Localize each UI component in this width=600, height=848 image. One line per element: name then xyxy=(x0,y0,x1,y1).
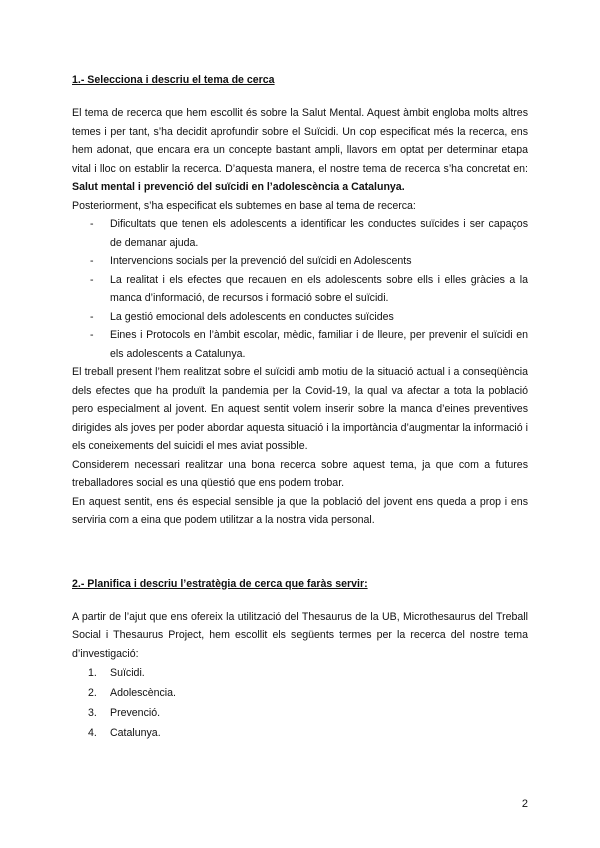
section1-paragraph-5: En aquest sentit, ens és especial sensible ja que la població del jovent ens queda a prop i ens serviria com a eina que podem utilitzar a la nostra vida personal. xyxy=(72,495,528,526)
search-term: Suïcidi. xyxy=(110,667,145,679)
list-item: - Eines i Protocols en l’àmbit escolar, mèdic, familiar i de lleure, per prevenir el suïcidi en els adolescents a Catalunya. xyxy=(72,326,528,363)
page-number: 2 xyxy=(521,798,528,810)
list-item xyxy=(72,703,528,723)
search-terms-list xyxy=(72,663,528,743)
section2-paragraph-1: A partir de l’ajut que ens ofereix la utilització del Thesaurus de la UB, Microthesaurus del Treball Social i Thesaurus Project, hem escollit els següents termes per la recerca del nostre tema d’investigació: xyxy=(72,610,528,660)
list-number: 4. xyxy=(88,727,97,739)
search-term: Adolescència. xyxy=(110,687,176,699)
list-item xyxy=(72,683,528,703)
section1-paragraph-4: Considerem necessari realitzar una bona recerca sobre aquest tema, ja que com a futures treballadores social es una qüestió que ens podem trobar. xyxy=(72,458,528,489)
list-item: - Intervencions socials per la prevenció del suïcidi en Adolescents xyxy=(72,252,528,271)
document-page xyxy=(72,72,528,743)
section1-paragraph-1-text: El tema de recerca que hem escollit és sobre la Salut Mental. Aquest àmbit engloba molts altres temes i per tant, s’ha decidit aprofundir sobre el Suïcidi. Un cop especificat més la recerca, ens hem adonat, que encara era un concepte bastant ampli, llavors em optat per determinar etapa vital i lloc on establir la recerca. D’aquesta manera, el nostre tema de recerca s’ha concretat en: xyxy=(72,107,528,175)
section1-paragraph-1 xyxy=(72,104,528,197)
search-term: Catalunya. xyxy=(110,727,161,739)
list-item: - La gestió emocional dels adolescents en conductes suïcides xyxy=(72,308,528,327)
list-item xyxy=(72,723,528,743)
section-spacer xyxy=(72,530,528,576)
section1-paragraph-2: Posteriorment, s’ha especificat els subtemes en base al tema de recerca: xyxy=(72,199,416,212)
section1-heading: 1.- Selecciona i descriu el tema de cerca xyxy=(72,74,275,86)
section1-paragraph-3: El treball present l’hem realitzat sobre el suïcidi amb motiu de la situació actual i a conseqüència dels efectes que ha produït la pandemia per la Covid-19, la qual va afectar a tota la població pero especialment al jovent. En aquest sentit volem inserir sobre la manca d’eines preventives dirigides als joves per poder abordar aquesta situació i la importància d’augmentar la informació i els coneixements del suicidi el mes aviat possible. xyxy=(72,366,528,452)
subtopics-list xyxy=(72,215,528,363)
research-topic: Salut mental i prevenció del suïcidi en l’adolescència a Catalunya. xyxy=(72,181,405,193)
list-number: 1. xyxy=(88,667,97,679)
list-item xyxy=(72,663,528,683)
list-item: - La realitat i els efectes que recauen en els adolescents sobre ells i elles gràcies a la manca d’informació, de recursos i formació sobre el suïcidi. xyxy=(72,271,528,308)
section2-heading: 2.- Planifica i descriu l’estratègia de cerca que faràs servir: xyxy=(72,577,368,590)
list-number: 3. xyxy=(88,707,97,719)
search-term: Prevenció. xyxy=(110,707,161,719)
list-number: 2. xyxy=(88,687,97,699)
list-item: - Dificultats que tenen els adolescents a identificar les conductes suïcides i ser capaços de demanar ajuda. xyxy=(72,215,528,252)
